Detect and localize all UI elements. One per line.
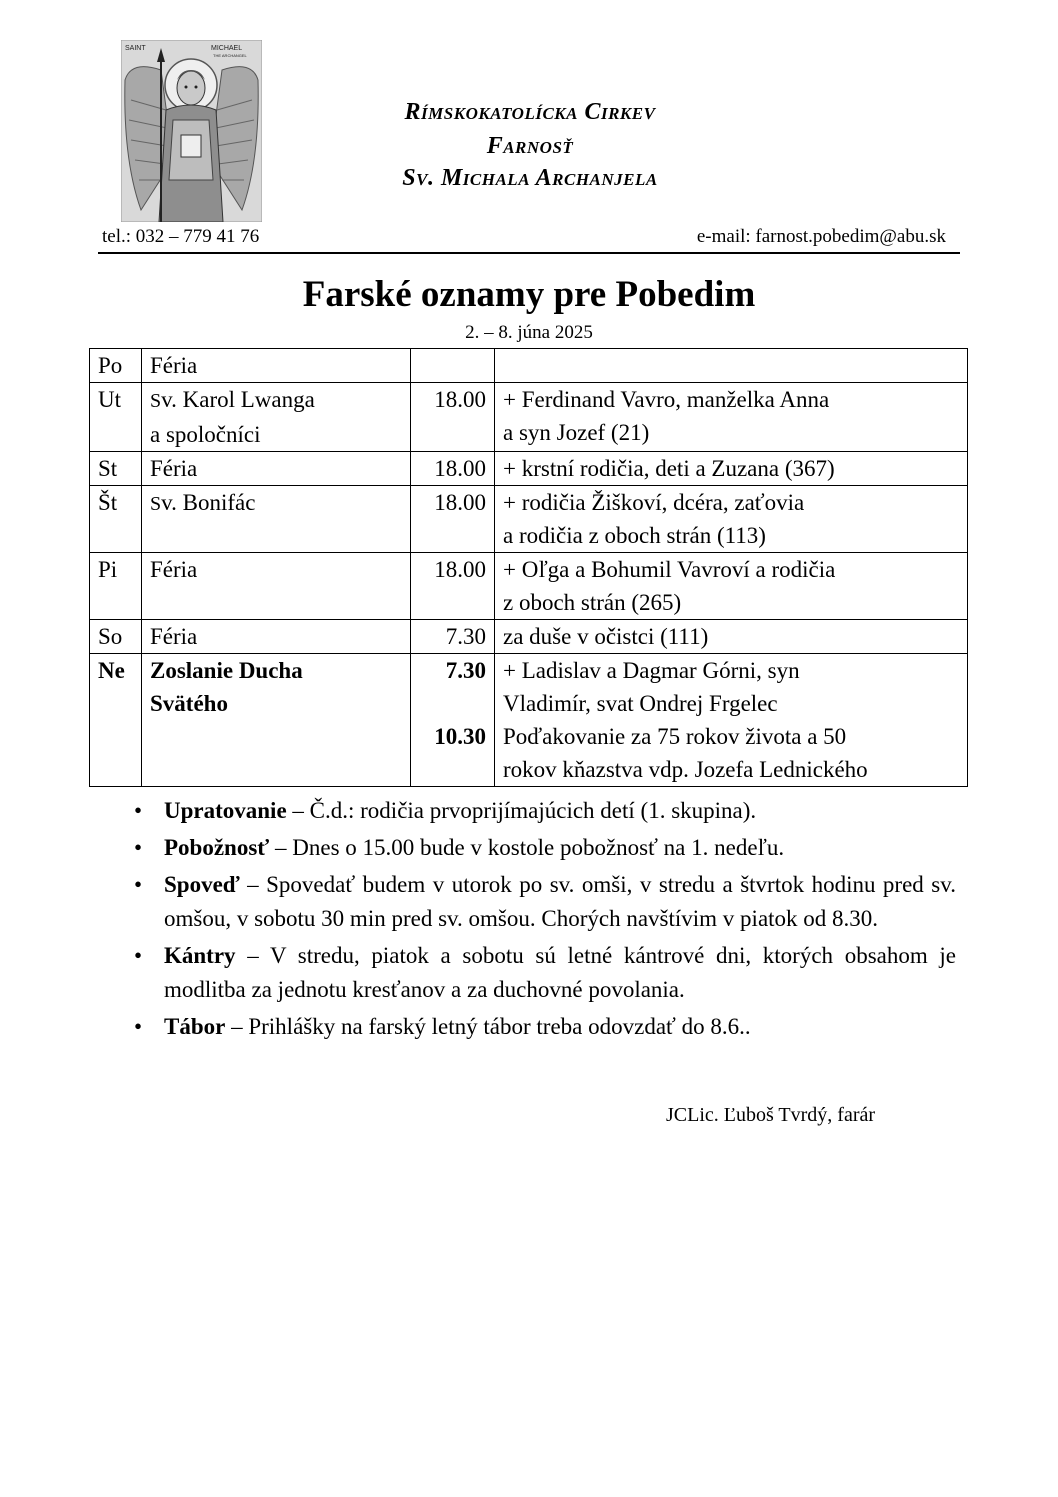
day-cell: St: [90, 452, 142, 486]
table-row: [90, 553, 968, 620]
org-name-line3: Sv. Michala Archanjela: [402, 165, 658, 191]
mass-schedule-table: [89, 348, 968, 787]
intention-cell: + Ferdinand Vavro, manželka Anna a syn Jozef (21): [495, 383, 968, 452]
list-item: • Tábor – Prihlášky na farský letný tábor treba odovzdať do 8.6..: [134, 1010, 956, 1044]
time-cell: 18.00: [411, 383, 495, 452]
bullet-icon: •: [134, 1014, 143, 1039]
bullet-icon: •: [134, 798, 143, 823]
intention-cell: + krstní rodičia, deti a Zuzana (367): [495, 452, 968, 486]
list-item: • Upratovanie – Č.d.: rodičia prvoprijímajúcich detí (1. skupina).: [134, 794, 956, 828]
intention-cell: + Ladislav a Dagmar Górni, syn Vladimír, svat Ondrej Frgelec Poďakovanie za 75 rokov života a 50 rokov kňazstva vdp. Jozefa Lednického: [495, 654, 968, 787]
announcements-list: [134, 794, 956, 1047]
time-cell: 18.00: [411, 553, 495, 620]
table-row: [90, 654, 968, 787]
intention-cell: + rodičia Žiškoví, dcéra, zaťovia a rodičia z oboch strán (113): [495, 486, 968, 553]
table-row: [90, 452, 968, 486]
svg-text:SAINT: SAINT: [125, 45, 146, 52]
feast-cell: Féria: [142, 553, 411, 620]
time-cell: 7.30 10.30: [411, 654, 495, 787]
phone-number: tel.: 032 – 779 41 76: [102, 226, 260, 247]
feast-cell: Zoslanie Ducha Svätého: [142, 654, 411, 787]
intention-cell: za duše v očistci (111): [495, 620, 968, 654]
intention-cell: [495, 349, 968, 383]
date-range: 2. – 8. júna 2025: [465, 322, 593, 343]
saint-michael-icon: [121, 40, 262, 222]
day-cell: Št: [90, 486, 142, 553]
feast-cell: Féria: [142, 620, 411, 654]
table-row: [90, 349, 968, 383]
day-cell: Pi: [90, 553, 142, 620]
day-cell: Ne: [90, 654, 142, 787]
time-cell: 18.00: [411, 486, 495, 553]
table-row: [90, 486, 968, 553]
day-cell: Po: [90, 349, 142, 383]
day-cell: So: [90, 620, 142, 654]
table-row: [90, 383, 968, 452]
signature: JCLic. Ľuboš Tvrdý, farár: [666, 1104, 876, 1126]
feast-cell: Sv. Bonifác: [142, 486, 411, 553]
feast-cell: Féria: [142, 452, 411, 486]
time-cell: 7.30: [411, 620, 495, 654]
table-row: [90, 620, 968, 654]
page-title: Farské oznamy pre Pobedim: [302, 274, 756, 315]
email-address[interactable]: e-mail: farnost.pobedim@abu.sk: [696, 226, 946, 247]
org-name-line1: Rímskokatolícka Cirkev: [404, 99, 656, 125]
svg-text:THE ARCHANGEL: THE ARCHANGEL: [213, 53, 247, 58]
list-item: • Spoveď – Spovedať budem v utorok po sv. omši, v stredu a štvrtok hodinu pred sv. omšou, v sobotu 30 min pred sv. omšou. Chorých navštívim v piatok od 8.30.: [134, 868, 956, 936]
bullet-icon: •: [134, 835, 143, 860]
time-cell: [411, 349, 495, 383]
intention-cell: + Oľga a Bohumil Vavroví a rodičia z oboch strán (265): [495, 553, 968, 620]
time-cell: 18.00: [411, 452, 495, 486]
feast-cell: Féria: [142, 349, 411, 383]
list-item: • Kántry – V stredu, piatok a sobotu sú letné kántrové dni, ktorých obsahom je modlitba za jednotu kresťanov a za duchovné povolania.: [134, 939, 956, 1007]
bullet-icon: •: [134, 943, 143, 968]
feast-cell: Sv. Karol Lwanga a spoločníci: [142, 383, 411, 452]
org-name-line2: Farnosť: [486, 133, 574, 159]
day-cell: Ut: [90, 383, 142, 452]
contact-bar: [98, 226, 960, 254]
list-item: • Pobožnosť – Dnes o 15.00 bude v kostole pobožnosť na 1. nedeľu.: [134, 831, 956, 865]
svg-text:MICHAEL: MICHAEL: [211, 45, 243, 52]
bullet-icon: •: [134, 872, 143, 897]
